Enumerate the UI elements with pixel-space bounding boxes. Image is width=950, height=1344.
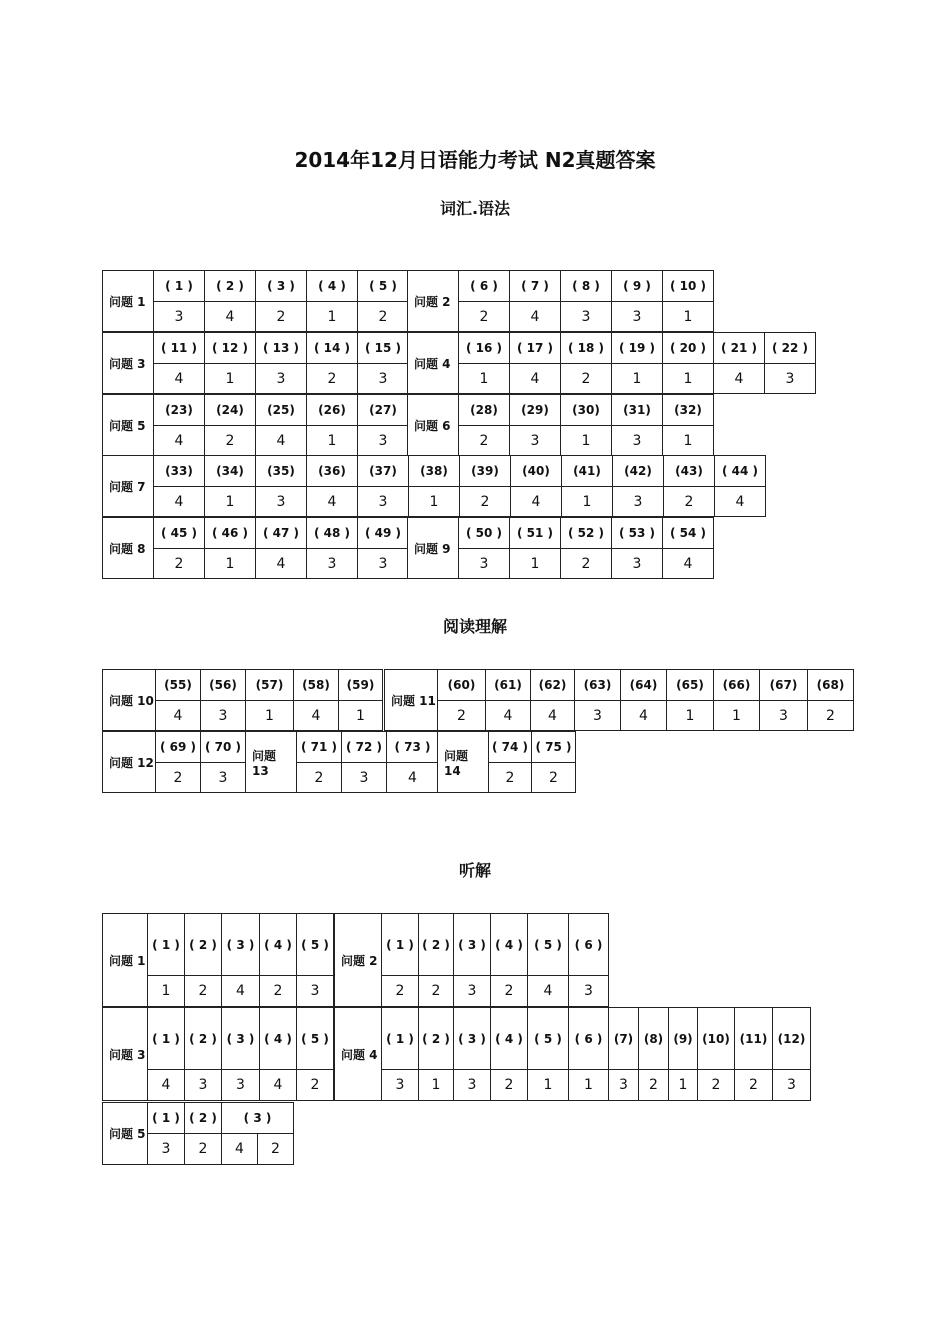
answer-cell: 2 — [259, 975, 297, 1007]
answer-cell: 3 — [200, 700, 246, 731]
answer-cell: 4 — [255, 548, 307, 579]
question-number-cell: ( 13 ) — [255, 332, 307, 364]
answer-cell: 4 — [662, 548, 714, 579]
question-number-cell: (39) — [459, 455, 511, 487]
question-number-cell: (40) — [510, 455, 562, 487]
question-number-cell: ( 71 ) — [296, 731, 342, 763]
question-number-cell: ( 8 ) — [560, 270, 612, 302]
answer-cell: 1 — [147, 975, 185, 1007]
question-number-cell: ( 3 ) — [221, 913, 260, 976]
answer-cell: 3 — [306, 548, 358, 579]
answer-cell: 2 — [418, 975, 454, 1007]
answer-cell: 2 — [734, 1069, 773, 1101]
question-number-cell: ( 4 ) — [490, 1007, 528, 1070]
question-number-cell: ( 2 ) — [418, 1007, 454, 1070]
question-number-cell: ( 1 ) — [381, 1007, 419, 1070]
question-number-cell: (43) — [663, 455, 715, 487]
answer-cell: 1 — [611, 363, 663, 394]
question-number-cell: ( 16 ) — [458, 332, 510, 364]
answer-cell: 3 — [759, 700, 808, 731]
question-number-cell: ( 2 ) — [184, 913, 222, 976]
answer-cell: 4 — [221, 1133, 258, 1165]
answer-cell: 3 — [611, 425, 663, 456]
answer-cell: 3 — [574, 700, 621, 731]
question-number-cell: (63) — [574, 669, 621, 701]
question-group-label: 问题 8 — [102, 517, 154, 579]
question-number-cell: (7) — [608, 1007, 639, 1070]
question-number-cell: ( 3 ) — [221, 1102, 294, 1134]
answer-cell: 1 — [204, 363, 256, 394]
answer-cell: 3 — [612, 486, 664, 517]
question-number-cell: ( 5 ) — [357, 270, 409, 302]
answer-cell: 2 — [437, 700, 486, 731]
question-number-cell: ( 1 ) — [147, 1007, 185, 1070]
answer-cell: 2 — [807, 700, 854, 731]
question-number-cell: ( 14 ) — [306, 332, 358, 364]
answer-cell: 2 — [255, 301, 307, 332]
question-number-cell: ( 5 ) — [296, 1007, 334, 1070]
question-number-cell: (62) — [530, 669, 575, 701]
question-number-cell: ( 9 ) — [611, 270, 663, 302]
question-group-label: 问题 9 — [407, 517, 459, 579]
question-group-label: 问题 14 — [437, 731, 489, 793]
answer-cell: 1 — [527, 1069, 569, 1101]
question-number-cell: ( 50 ) — [458, 517, 510, 549]
answer-cell: 4 — [153, 363, 205, 394]
question-number-cell: (10) — [697, 1007, 735, 1070]
answer-cell: 2 — [490, 1069, 528, 1101]
answer-cell: 2 — [184, 1133, 222, 1165]
answer-cell: 4 — [620, 700, 667, 731]
answer-cell: 4 — [510, 486, 562, 517]
answer-cell: 1 — [668, 1069, 698, 1101]
question-number-cell: ( 1 ) — [147, 1102, 185, 1134]
question-number-cell: (42) — [612, 455, 664, 487]
answer-cell: 4 — [509, 301, 561, 332]
section-title-reading: 阅读理解 — [442, 617, 507, 636]
answer-cell: 3 — [568, 975, 609, 1007]
question-number-cell: (65) — [666, 669, 714, 701]
answer-cell: 3 — [611, 301, 663, 332]
answer-cell: 2 — [381, 975, 419, 1007]
question-number-cell: (37) — [357, 455, 409, 487]
question-number-cell: ( 17 ) — [509, 332, 561, 364]
question-number-cell: ( 6 ) — [568, 913, 609, 976]
answer-cell: 2 — [306, 363, 358, 394]
question-number-cell: (33) — [153, 455, 205, 487]
question-number-cell: ( 5 ) — [527, 1007, 569, 1070]
question-group-label: 问题 1 — [102, 270, 154, 332]
question-number-cell: ( 4 ) — [259, 1007, 297, 1070]
answer-cell: 2 — [357, 301, 409, 332]
question-group-label: 问题 3 — [102, 332, 154, 394]
question-number-cell: ( 21 ) — [713, 332, 765, 364]
section-title-listening: 听解 — [458, 861, 491, 880]
answer-cell: 2 — [257, 1133, 294, 1165]
answer-cell: 4 — [714, 486, 766, 517]
question-group-label: 问题 10 — [102, 669, 156, 731]
answer-cell: 3 — [453, 1069, 491, 1101]
answer-cell: 1 — [509, 548, 561, 579]
question-number-cell: (38) — [408, 455, 460, 487]
answer-cell: 2 — [459, 486, 511, 517]
question-group-label: 问题 5 — [102, 1102, 148, 1165]
question-number-cell: (31) — [611, 394, 663, 426]
question-number-cell: ( 73 ) — [386, 731, 439, 763]
answer-cell: 4 — [255, 425, 307, 456]
answer-cell: 2 — [296, 1069, 334, 1101]
question-number-cell: (68) — [807, 669, 854, 701]
answer-cell: 4 — [713, 363, 765, 394]
question-group-label: 问题 11 — [384, 669, 438, 731]
answer-cell: 1 — [568, 1069, 609, 1101]
question-group-label: 问题 7 — [102, 455, 154, 517]
question-number-cell: (61) — [485, 669, 531, 701]
answer-cell: 3 — [611, 548, 663, 579]
question-number-cell: ( 1 ) — [147, 913, 185, 976]
answer-cell: 1 — [245, 700, 294, 731]
answer-cell: 2 — [184, 975, 222, 1007]
answer-cell: 3 — [357, 548, 409, 579]
question-number-cell: ( 2 ) — [184, 1102, 222, 1134]
answer-cell: 1 — [204, 548, 256, 579]
question-group-label: 问题 1 — [102, 913, 148, 1007]
question-number-cell: ( 5 ) — [527, 913, 569, 976]
answer-cell: 1 — [408, 486, 460, 517]
question-number-cell: ( 6 ) — [458, 270, 510, 302]
answer-cell: 2 — [296, 762, 342, 793]
question-number-cell: (41) — [561, 455, 613, 487]
question-number-cell: ( 46 ) — [204, 517, 256, 549]
question-number-cell: ( 3 ) — [453, 913, 491, 976]
answer-cell: 3 — [200, 762, 246, 793]
question-number-cell: ( 6 ) — [568, 1007, 609, 1070]
answer-cell: 4 — [153, 486, 205, 517]
answer-cell: 4 — [386, 762, 439, 793]
question-number-cell: (11) — [734, 1007, 773, 1070]
answer-cell: 3 — [221, 1069, 260, 1101]
answer-cell: 1 — [418, 1069, 454, 1101]
answer-cell: 3 — [153, 301, 205, 332]
question-number-cell: ( 12 ) — [204, 332, 256, 364]
question-number-cell: ( 51 ) — [509, 517, 561, 549]
question-number-cell: ( 47 ) — [255, 517, 307, 549]
question-number-cell: (55) — [155, 669, 201, 701]
question-group-label: 问题 2 — [407, 270, 459, 332]
question-number-cell: (26) — [306, 394, 358, 426]
question-number-cell: ( 74 ) — [488, 731, 532, 763]
question-number-cell: ( 7 ) — [509, 270, 561, 302]
question-number-cell: (36) — [306, 455, 358, 487]
answer-cell: 3 — [255, 486, 307, 517]
question-number-cell: ( 72 ) — [341, 731, 387, 763]
question-number-cell: ( 22 ) — [764, 332, 816, 364]
question-number-cell: (25) — [255, 394, 307, 426]
answer-cell: 4 — [221, 975, 260, 1007]
question-number-cell: ( 3 ) — [221, 1007, 260, 1070]
question-number-cell: ( 49 ) — [357, 517, 409, 549]
question-number-cell: (60) — [437, 669, 486, 701]
answer-cell: 4 — [306, 486, 358, 517]
answer-cell: 4 — [147, 1069, 185, 1101]
answer-cell: 2 — [697, 1069, 735, 1101]
answer-cell: 2 — [531, 762, 576, 793]
question-number-cell: ( 44 ) — [714, 455, 766, 487]
answer-cell: 2 — [663, 486, 715, 517]
question-number-cell: (35) — [255, 455, 307, 487]
section-title-vocab-grammar: 词汇.语法 — [439, 199, 511, 218]
question-number-cell: (12) — [772, 1007, 811, 1070]
question-number-cell: (24) — [204, 394, 256, 426]
question-number-cell: ( 48 ) — [306, 517, 358, 549]
question-number-cell: ( 2 ) — [204, 270, 256, 302]
answer-cell: 1 — [561, 486, 613, 517]
answer-cell: 1 — [306, 301, 358, 332]
answer-cell: 3 — [357, 363, 409, 394]
question-number-cell: ( 15 ) — [357, 332, 409, 364]
question-number-cell: (67) — [759, 669, 808, 701]
question-number-cell: ( 11 ) — [153, 332, 205, 364]
question-number-cell: ( 45 ) — [153, 517, 205, 549]
question-group-label: 问题 2 — [334, 913, 382, 1007]
answer-cell: 2 — [153, 548, 205, 579]
question-group-label: 问题 3 — [102, 1007, 148, 1101]
answer-cell: 4 — [153, 425, 205, 456]
question-number-cell: ( 2 ) — [418, 913, 454, 976]
answer-cell: 2 — [490, 975, 528, 1007]
answer-cell: 4 — [527, 975, 569, 1007]
answer-cell: 4 — [509, 363, 561, 394]
answer-cell: 3 — [453, 975, 491, 1007]
question-number-cell: ( 2 ) — [184, 1007, 222, 1070]
answer-cell: 3 — [772, 1069, 811, 1101]
question-number-cell: (29) — [509, 394, 561, 426]
answer-cell: 1 — [662, 363, 714, 394]
answer-cell: 4 — [530, 700, 575, 731]
answer-cell: 3 — [296, 975, 334, 1007]
answer-cell: 2 — [488, 762, 532, 793]
question-number-cell: ( 75 ) — [531, 731, 576, 763]
question-number-cell: ( 3 ) — [255, 270, 307, 302]
question-group-label: 问题 12 — [102, 731, 156, 793]
question-group-label: 问题 4 — [334, 1007, 382, 1101]
question-number-cell: (30) — [560, 394, 612, 426]
question-number-cell: (28) — [458, 394, 510, 426]
question-number-cell: (58) — [293, 669, 339, 701]
answer-cell: 3 — [608, 1069, 639, 1101]
question-number-cell: ( 70 ) — [200, 731, 246, 763]
question-number-cell: (56) — [200, 669, 246, 701]
question-number-cell: ( 4 ) — [306, 270, 358, 302]
question-number-cell: ( 54 ) — [662, 517, 714, 549]
answer-cell: 3 — [560, 301, 612, 332]
answer-cell: 3 — [255, 363, 307, 394]
question-number-cell: ( 4 ) — [259, 913, 297, 976]
answer-cell: 1 — [662, 301, 714, 332]
question-number-cell: (59) — [338, 669, 383, 701]
question-number-cell: (23) — [153, 394, 205, 426]
answer-cell: 2 — [560, 363, 612, 394]
answer-cell: 4 — [155, 700, 201, 731]
answer-cell: 2 — [638, 1069, 669, 1101]
answer-cell: 1 — [662, 425, 714, 456]
page-title: 2014年12月日语能力考试 N2真题答案 — [294, 148, 656, 172]
question-number-cell: (9) — [668, 1007, 698, 1070]
question-number-cell: ( 18 ) — [560, 332, 612, 364]
question-group-label: 问题 6 — [407, 394, 459, 456]
answer-cell: 1 — [338, 700, 383, 731]
answer-cell: 2 — [458, 425, 510, 456]
answer-cell: 1 — [204, 486, 256, 517]
question-number-cell: ( 19 ) — [611, 332, 663, 364]
question-number-cell: (32) — [662, 394, 714, 426]
question-group-label: 问题 13 — [245, 731, 297, 793]
answer-cell: 3 — [357, 425, 409, 456]
question-number-cell: (57) — [245, 669, 294, 701]
answer-cell: 3 — [381, 1069, 419, 1101]
answer-cell: 2 — [458, 301, 510, 332]
answer-cell: 1 — [713, 700, 760, 731]
answer-cell: 2 — [155, 762, 201, 793]
answer-cell: 2 — [204, 425, 256, 456]
question-number-cell: ( 69 ) — [155, 731, 201, 763]
question-group-label: 问题 5 — [102, 394, 154, 456]
answer-cell: 3 — [764, 363, 816, 394]
question-number-cell: ( 10 ) — [662, 270, 714, 302]
question-number-cell: (34) — [204, 455, 256, 487]
answer-cell: 1 — [458, 363, 510, 394]
answer-cell: 1 — [560, 425, 612, 456]
question-number-cell: ( 5 ) — [296, 913, 334, 976]
question-number-cell: (64) — [620, 669, 667, 701]
answer-cell: 3 — [458, 548, 510, 579]
answer-cell: 3 — [147, 1133, 185, 1165]
question-number-cell: ( 52 ) — [560, 517, 612, 549]
question-number-cell: (27) — [357, 394, 409, 426]
answer-cell: 3 — [357, 486, 409, 517]
answer-cell: 3 — [341, 762, 387, 793]
question-number-cell: ( 1 ) — [381, 913, 419, 976]
answer-cell: 4 — [259, 1069, 297, 1101]
answer-cell: 4 — [204, 301, 256, 332]
answer-cell: 1 — [306, 425, 358, 456]
answer-cell: 3 — [184, 1069, 222, 1101]
question-number-cell: (66) — [713, 669, 760, 701]
question-number-cell: ( 4 ) — [490, 913, 528, 976]
answer-cell: 2 — [560, 548, 612, 579]
question-number-cell: ( 1 ) — [153, 270, 205, 302]
question-number-cell: ( 20 ) — [662, 332, 714, 364]
answer-cell: 3 — [509, 425, 561, 456]
question-number-cell: (8) — [638, 1007, 669, 1070]
question-number-cell: ( 3 ) — [453, 1007, 491, 1070]
answer-cell: 1 — [666, 700, 714, 731]
question-group-label: 问题 4 — [407, 332, 459, 394]
answer-cell: 4 — [485, 700, 531, 731]
question-number-cell: ( 53 ) — [611, 517, 663, 549]
answer-cell: 4 — [293, 700, 339, 731]
